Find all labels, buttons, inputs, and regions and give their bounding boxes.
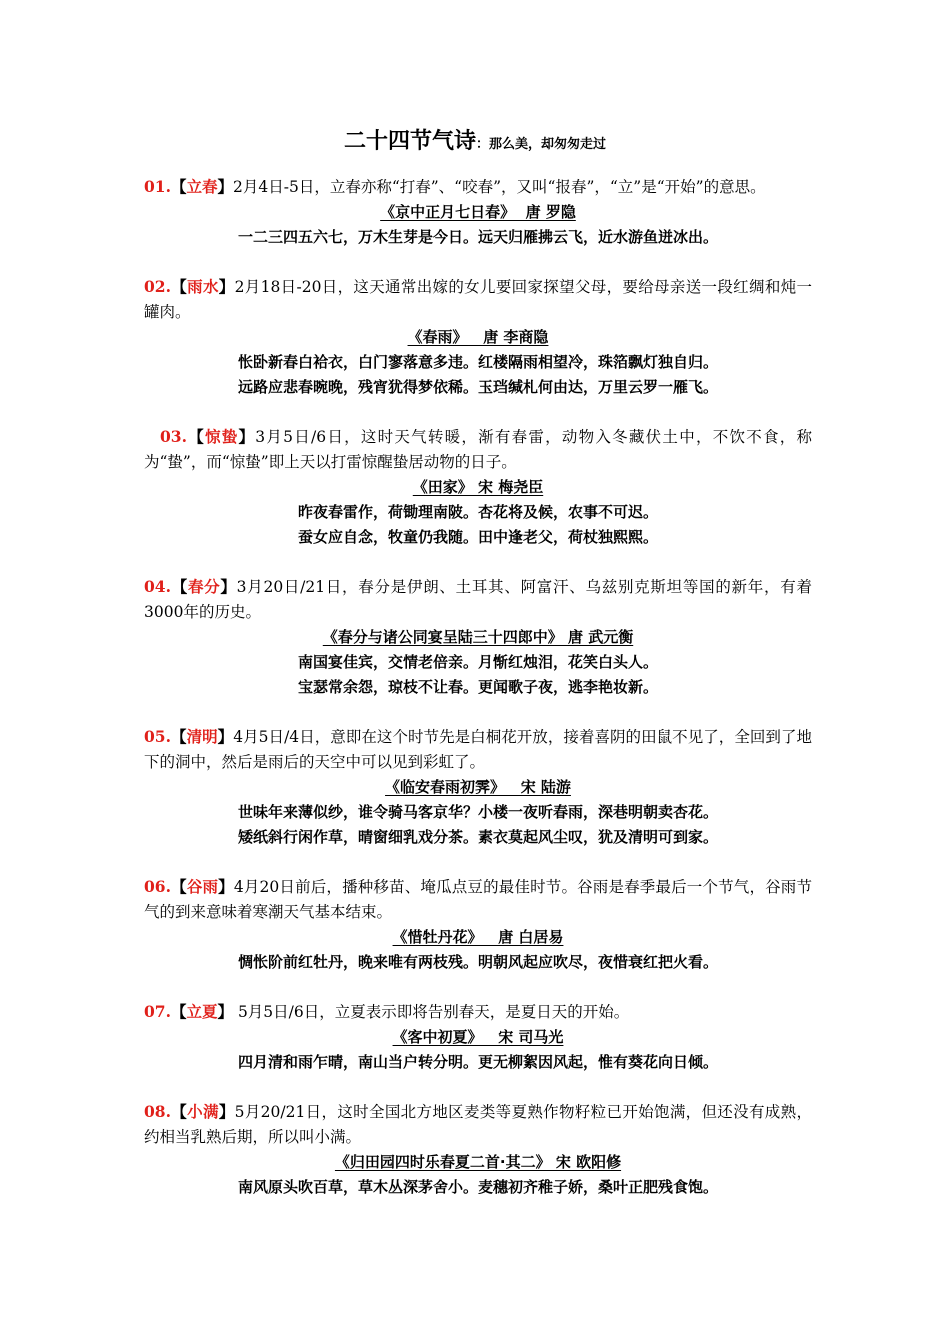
term-number: 01.	[144, 177, 171, 196]
poem-line: 怅卧新春白袷衣，白门寥落意多违。红楼隔雨相望冷，珠箔飘灯独自归。	[237, 353, 718, 371]
solar-term-entry	[144, 574, 812, 700]
term-name: 立春	[186, 177, 218, 196]
bracket-open: 【	[170, 877, 187, 896]
document-title	[0, 124, 950, 155]
term-number: 06.	[144, 877, 171, 896]
poem-title-text: 《客中初夏》 宋 司马光	[392, 1028, 564, 1046]
term-description	[144, 874, 812, 925]
poem-line: 蚕女应自念，牧童仍我随。田中逢老父，荷杖独熙熙。	[297, 528, 658, 546]
bracket-close: 】	[220, 577, 237, 596]
poem-line: 南风原头吹百草，草木丛深茅舍小。麦穗初齐稚子娇，桑叶正肥残食饱。	[237, 1178, 718, 1196]
description-text: 5月20/21日，这时全国北方地区麦类等夏熟作物籽粒已开始饱满，但还没有成熟，约相当乳熟后期，所以叫小满。	[144, 1103, 812, 1146]
poem-line: 昨夜春雷作，荷锄理南陂。杏花将及候，农事不可迟。	[297, 503, 658, 521]
poem-line: 矮纸斜行闲作草，晴窗细乳戏分茶。素衣莫起风尘叹，犹及清明可到家。	[237, 828, 718, 846]
description-text: 3月5日/6日，这时天气转暖，渐有春雷，动物入冬藏伏土中，不饮不食，称为“蛰”，而“惊蛰”即上天以打雷惊醒蛰居动物的日子。	[144, 428, 812, 471]
bracket-close: 】	[217, 1002, 234, 1021]
solar-term-entry	[144, 724, 812, 850]
term-description	[144, 724, 812, 775]
poem-line: 惆怅阶前红牡丹，晚来唯有两枝残。明朝风起应吹尽，夜惜衰红把火看。	[237, 953, 718, 971]
poem-line: 远路应悲春晼晚，残宵犹得梦依稀。玉珰缄札何由达，万里云罗一雁飞。	[237, 378, 718, 396]
term-number: 03.	[160, 427, 187, 446]
bracket-open: 【	[170, 177, 187, 196]
poem-title-text: 《惜牡丹花》 唐 白居易	[392, 928, 564, 946]
poem-line: 四月清和雨乍晴，南山当户转分明。更无柳絮因风起，惟有葵花向日倾。	[237, 1053, 718, 1071]
term-description	[144, 1099, 812, 1150]
bracket-close: 】	[218, 1102, 235, 1121]
poem-line: 一二三四五六七，万木生芽是今日。远天归雁拂云飞，近水游鱼迸冰出。	[237, 228, 718, 246]
bracket-open: 【	[170, 727, 187, 746]
term-number: 04.	[144, 577, 171, 596]
term-description	[144, 274, 812, 325]
solar-term-entry	[144, 174, 812, 250]
title-subtitle: ：那么美，却匆匆走过	[476, 137, 607, 152]
poem-title-text: 《临安春雨初霁》 宋 陆游	[385, 778, 571, 796]
bracket-open: 【	[186, 427, 205, 446]
poem-title	[144, 625, 812, 650]
term-description	[144, 574, 812, 625]
description-text: 3月20日/21日，春分是伊朗、土耳其、阿富汗、乌兹别克斯坦等国的新年，有着3000年的历史。	[144, 578, 812, 621]
poem-title-text: 《田家》 宋 梅尧臣	[412, 478, 544, 496]
term-number: 08.	[144, 1102, 171, 1121]
bracket-close: 】	[217, 727, 234, 746]
bracket-close: 】	[218, 277, 235, 296]
poem-title	[144, 1150, 812, 1175]
term-name: 雨水	[187, 277, 219, 296]
bracket-close: 】	[238, 427, 256, 446]
solar-term-entry	[144, 999, 812, 1075]
description-text: 4月20日前后，播种移苗、埯瓜点豆的最佳时节。谷雨是春季最后一个节气，谷雨节气的到来意味着寒潮天气基本结束。	[144, 878, 812, 921]
term-name: 清明	[186, 727, 218, 746]
solar-term-entry	[144, 874, 812, 975]
description-text: 2月18日-20日，这天通常出嫁的女儿要回家探望父母，要给母亲送一段红绸和炖一罐肉。	[144, 278, 812, 321]
term-description	[144, 174, 812, 200]
poem-title	[144, 775, 812, 800]
solar-term-entry	[144, 424, 812, 550]
title-main: 二十四节气诗	[343, 129, 476, 154]
poem-line: 世味年来薄似纱，谁令骑马客京华？小楼一夜听春雨，深巷明朝卖杏花。	[237, 803, 718, 821]
term-number: 05.	[144, 727, 171, 746]
poem-title	[144, 475, 812, 500]
description-text: 2月4日-5日，立春亦称“打春”、“咬春”，又叫“报春”，“立”是“开始”的意思。	[233, 178, 766, 196]
poem-title	[144, 325, 812, 350]
term-description	[144, 424, 812, 475]
bracket-open: 【	[170, 277, 188, 296]
poem-title-text: 《春雨》 唐 李商隐	[407, 328, 549, 346]
description-text: 4月5日/4日，意即在这个时节先是白桐花开放，接着喜阴的田鼠不见了，全回到了地下的洞中，然后是雨后的天空中可以见到彩虹了。	[144, 728, 812, 771]
solar-term-entry	[144, 1099, 812, 1200]
term-name: 小满	[187, 1102, 219, 1121]
term-name: 惊蛰	[204, 427, 239, 446]
poem-line: 南国宴佳宾，交情老倍亲。月惭红烛泪，花笑白头人。	[297, 653, 658, 671]
poem-title	[144, 1025, 812, 1050]
bracket-open: 【	[170, 1102, 188, 1121]
solar-term-list	[144, 174, 812, 1224]
bracket-close: 】	[217, 177, 234, 196]
bracket-close: 】	[218, 877, 234, 896]
description-text: 5月5日/6日，立夏表示即将告别春天，是夏日天的开始。	[233, 1003, 630, 1021]
term-name: 春分	[187, 577, 221, 596]
bracket-open: 【	[170, 1002, 187, 1021]
term-name: 立夏	[186, 1002, 218, 1021]
poem-title	[144, 925, 812, 950]
term-number: 02.	[144, 277, 171, 296]
poem-title	[144, 200, 812, 225]
term-description	[144, 999, 812, 1025]
solar-term-entry	[144, 274, 812, 400]
term-name: 谷雨	[186, 877, 219, 896]
poem-title-text: 《春分与诸公同宴呈陆三十四郎中》 唐 武元衡	[322, 628, 634, 646]
term-number: 07.	[144, 1002, 171, 1021]
poem-title-text: 《归田园四时乐春夏二首·其二》 宋 欧阳修	[334, 1153, 622, 1171]
poem-title-text: 《京中正月七日春》 唐 罗隐	[380, 203, 576, 221]
poem-line: 宝瑟常余怨，琼枝不让春。更闻歌子夜，逃李艳妆新。	[297, 678, 658, 696]
bracket-open: 【	[170, 577, 188, 596]
